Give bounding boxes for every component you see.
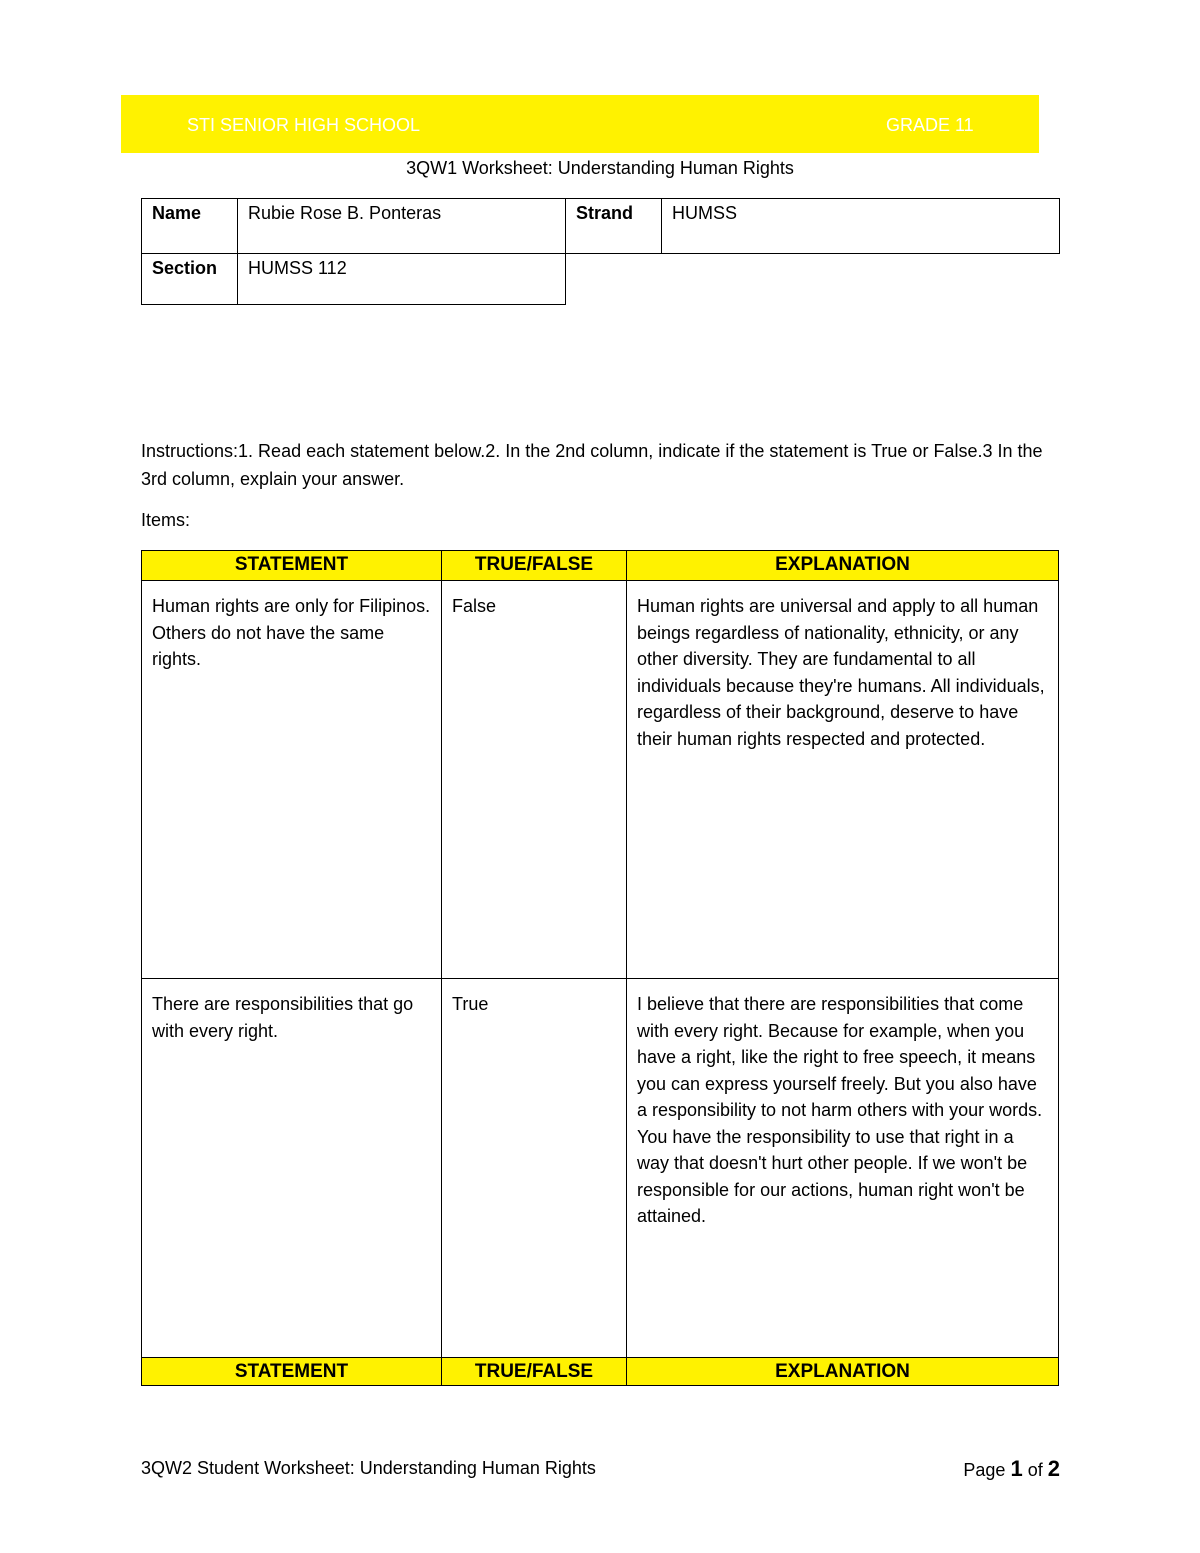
strand-label: Strand	[565, 198, 662, 254]
page-total: 2	[1047, 1456, 1060, 1481]
section-label: Section	[141, 253, 238, 305]
name-label: Name	[141, 198, 238, 254]
page-prefix: Page	[963, 1460, 1006, 1480]
page-current: 1	[1010, 1456, 1023, 1481]
row-1-statement: Human rights are only for Filipinos. Others do not have the same rights.	[141, 580, 442, 979]
row-2-answer[interactable]: True	[441, 978, 627, 1358]
name-field[interactable]: Rubie Rose B. Ponteras	[237, 198, 566, 254]
page-number	[963, 1456, 1060, 1482]
header-true-false-repeat: TRUE/FALSE	[441, 1357, 627, 1386]
footer-title: 3QW2 Student Worksheet: Understanding Human Rights	[141, 1458, 596, 1478]
row-2-explanation[interactable]: I believe that there are responsibilities that come with every right. Because for example, when you have a right, like the right to free speech, it means you can express yourself freely. But you also have a responsibility to not harm others with your words. You have the responsibility to use that right in a way that doesn't hurt other people. If we won't be responsible for our actions, human right won't be attained.	[626, 978, 1059, 1358]
grade-level: GRADE 11	[886, 115, 974, 135]
instructions-text: Instructions:1. Read each statement below.2. In the 2nd column, indicate if the statement is True or False.3 In the 3rd column, explain your answer.	[141, 441, 1043, 489]
row-2-statement: There are responsibilities that go with every right.	[141, 978, 442, 1358]
header-explanation: EXPLANATION	[626, 550, 1059, 581]
header-explanation-repeat: EXPLANATION	[626, 1357, 1059, 1386]
page-of: of	[1027, 1460, 1043, 1480]
items-label: Items:	[141, 510, 191, 530]
school-name: STI SENIOR HIGH SCHOOL	[187, 115, 421, 135]
row-1-explanation[interactable]: Human rights are universal and apply to all human beings regardless of nationality, ethnicity, or any other diversity. They are fundamental to all individuals because they're humans. All individuals, regardless of their background, deserve to have their human rights respected and protected.	[626, 580, 1059, 979]
strand-field[interactable]: HUMSS	[661, 198, 1060, 254]
worksheet-title: 3QW1 Worksheet: Understanding Human Rights	[406, 158, 794, 178]
header-statement: STATEMENT	[141, 550, 442, 581]
header-banner	[121, 95, 1039, 153]
section-field[interactable]: HUMSS 112	[237, 253, 566, 305]
header-true-false: TRUE/FALSE	[441, 550, 627, 581]
row-1-answer[interactable]: False	[441, 580, 627, 979]
header-statement-repeat: STATEMENT	[141, 1357, 442, 1386]
